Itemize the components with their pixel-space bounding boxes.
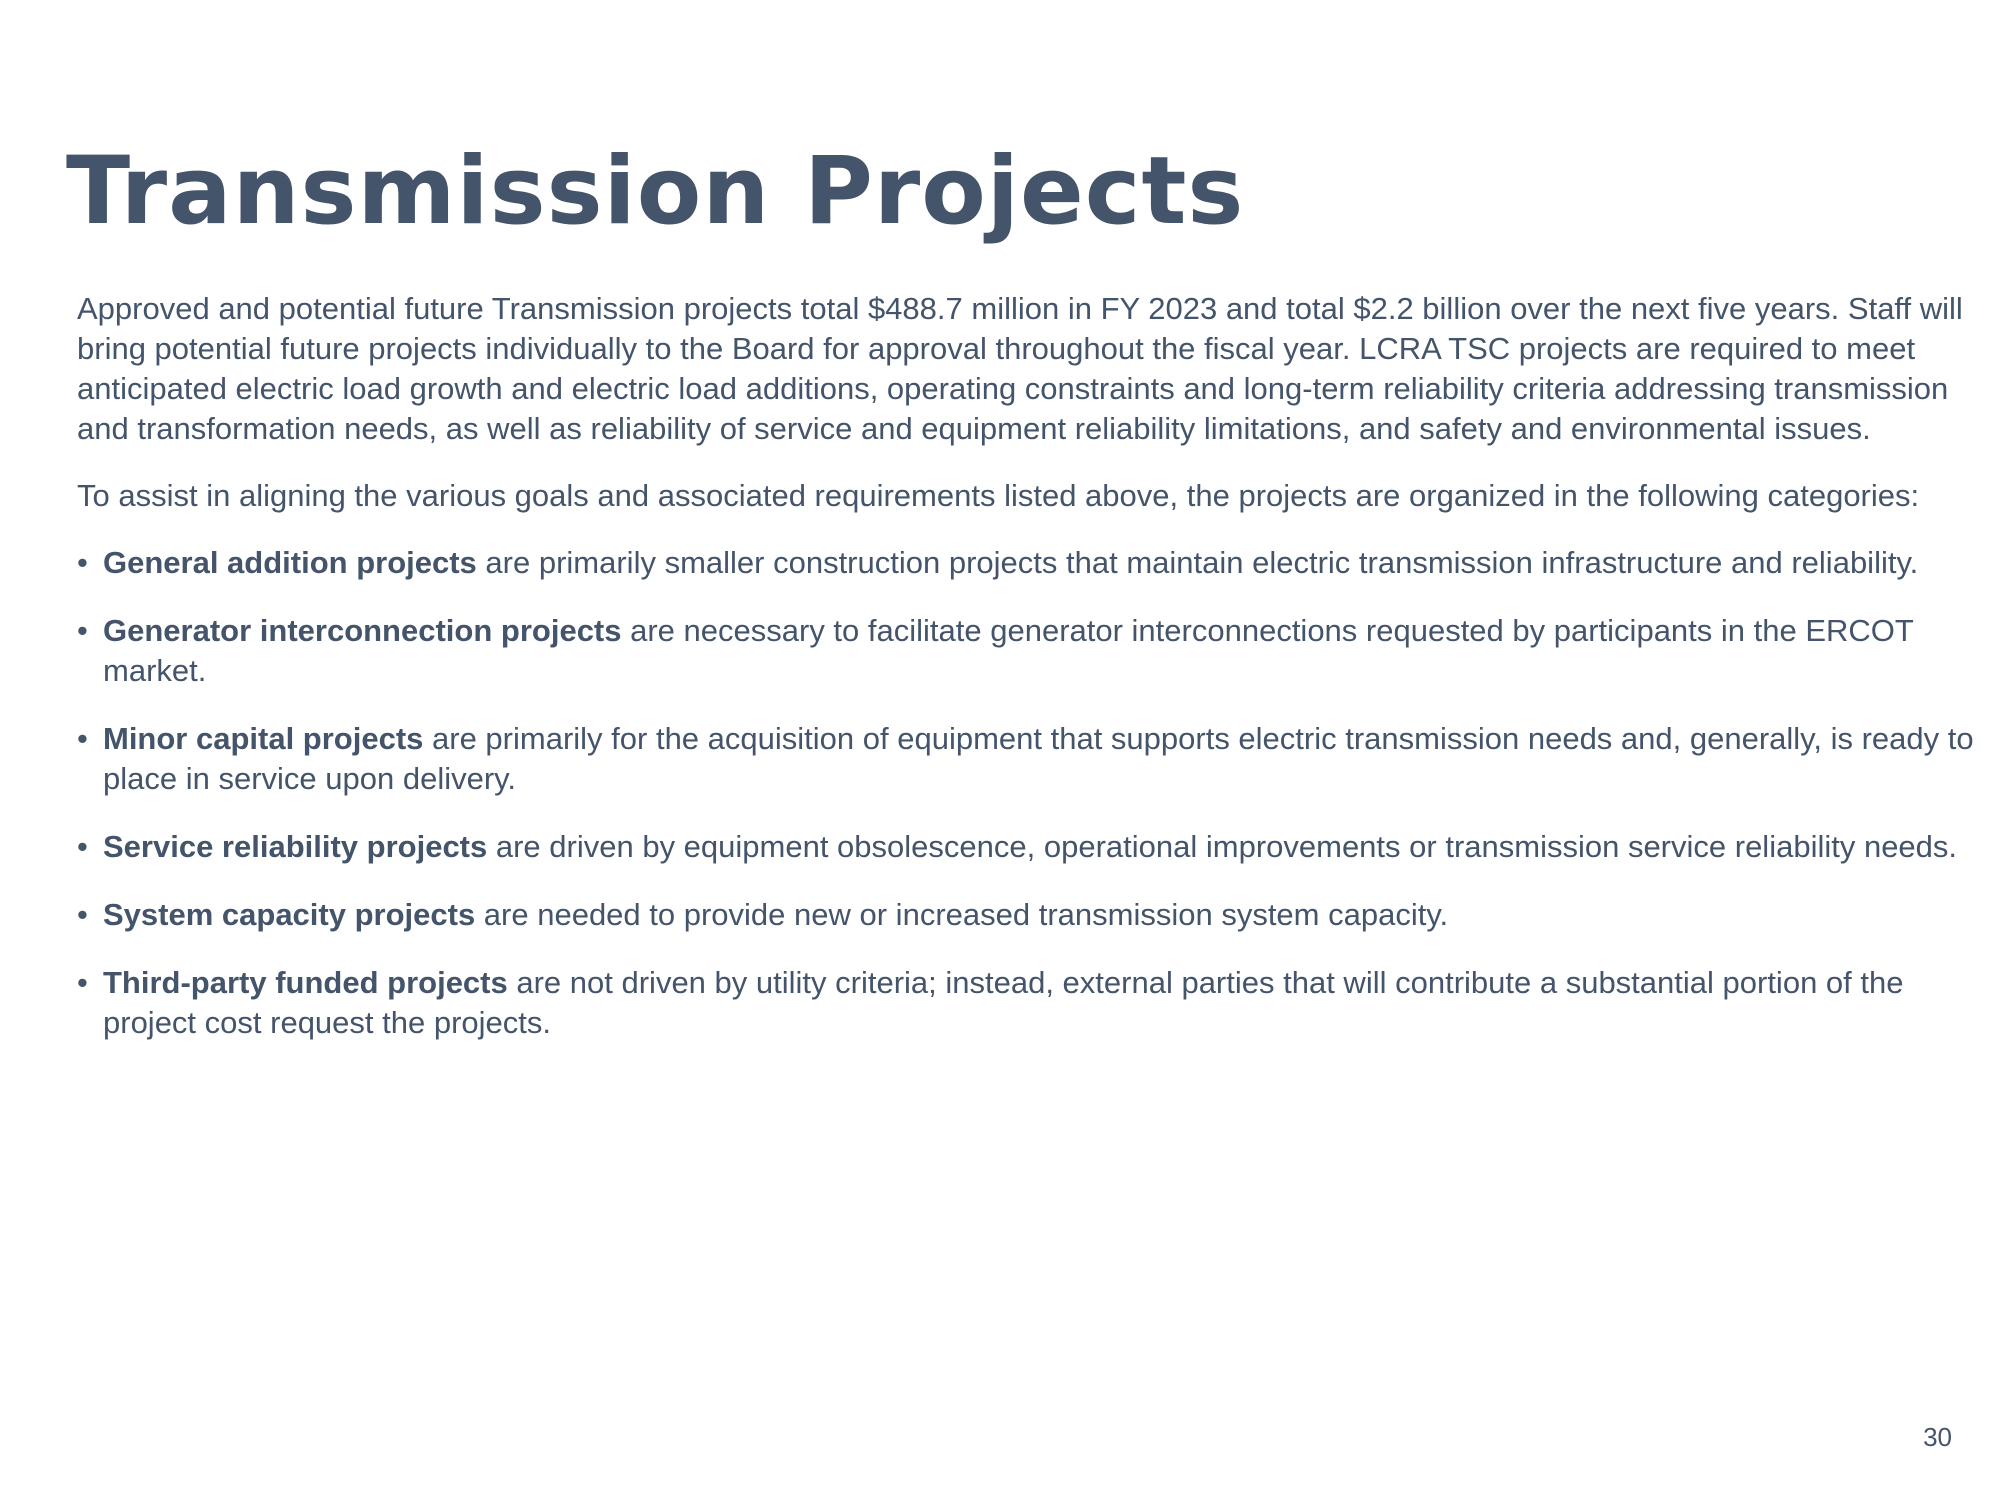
list-item: [77, 827, 1977, 867]
bullet-icon: •: [77, 721, 88, 756]
category-description: are necessary to facilitate generator interconnections requested by participants in the ERCOT market.: [103, 613, 1914, 688]
list-item: [77, 895, 1977, 935]
category-name: Third-party funded projects: [103, 965, 508, 1000]
category-description: are primarily for the acquisition of equipment that supports electric transmission needs and, generally, is ready to place in service upon delivery.: [103, 721, 1974, 796]
category-description: are driven by equipment obsolescence, operational improvements or transmission service reliability needs.: [487, 829, 1958, 864]
slide-body: [77, 289, 1977, 1071]
bullet-icon: •: [77, 965, 88, 1000]
category-description: are not driven by utility criteria; instead, external parties that will contribute a substantial portion of the project cost request the projects.: [103, 965, 1904, 1040]
bullet-icon: •: [77, 897, 88, 932]
list-item: [77, 543, 1977, 583]
bullet-icon: •: [77, 829, 88, 864]
bullet-icon: •: [77, 545, 88, 580]
category-name: Generator interconnection projects: [103, 613, 622, 648]
page-title: Transmission Projects: [66, 137, 1245, 246]
categories-intro-paragraph: To assist in aligning the various goals and associated requirements listed above, the projects are organized in the following categories:: [77, 478, 1920, 513]
list-item: [77, 611, 1977, 691]
bullet-icon: •: [77, 613, 88, 648]
intro-paragraph: Approved and potential future Transmission projects total $488.7 million in FY 2023 and total $2.2 billion over the next five years. Staff will bring potential future projects individually to the Board for approval throughout the fiscal year. LCRA TSC projects are required to meet anticipated electric load growth and electric load additions, operating constraints and long-term reliability criteria addressing transmission and transformation needs, as well as reliability of service and equipment reliability limitations, and safety and environmental issues.: [77, 291, 1963, 446]
category-description: are primarily smaller construction projects that maintain electric transmission infrastructure and reliability.: [476, 545, 1919, 580]
page-number: 30: [1923, 1422, 1952, 1452]
category-name: General addition projects: [103, 545, 477, 580]
category-name: Service reliability projects: [103, 829, 488, 864]
category-description: are needed to provide new or increased transmission system capacity.: [475, 897, 1449, 932]
project-category-list: [77, 543, 1977, 1043]
list-item: [77, 719, 1977, 799]
category-name: Minor capital projects: [103, 721, 424, 756]
list-item: [77, 963, 1977, 1043]
category-name: System capacity projects: [103, 897, 476, 932]
